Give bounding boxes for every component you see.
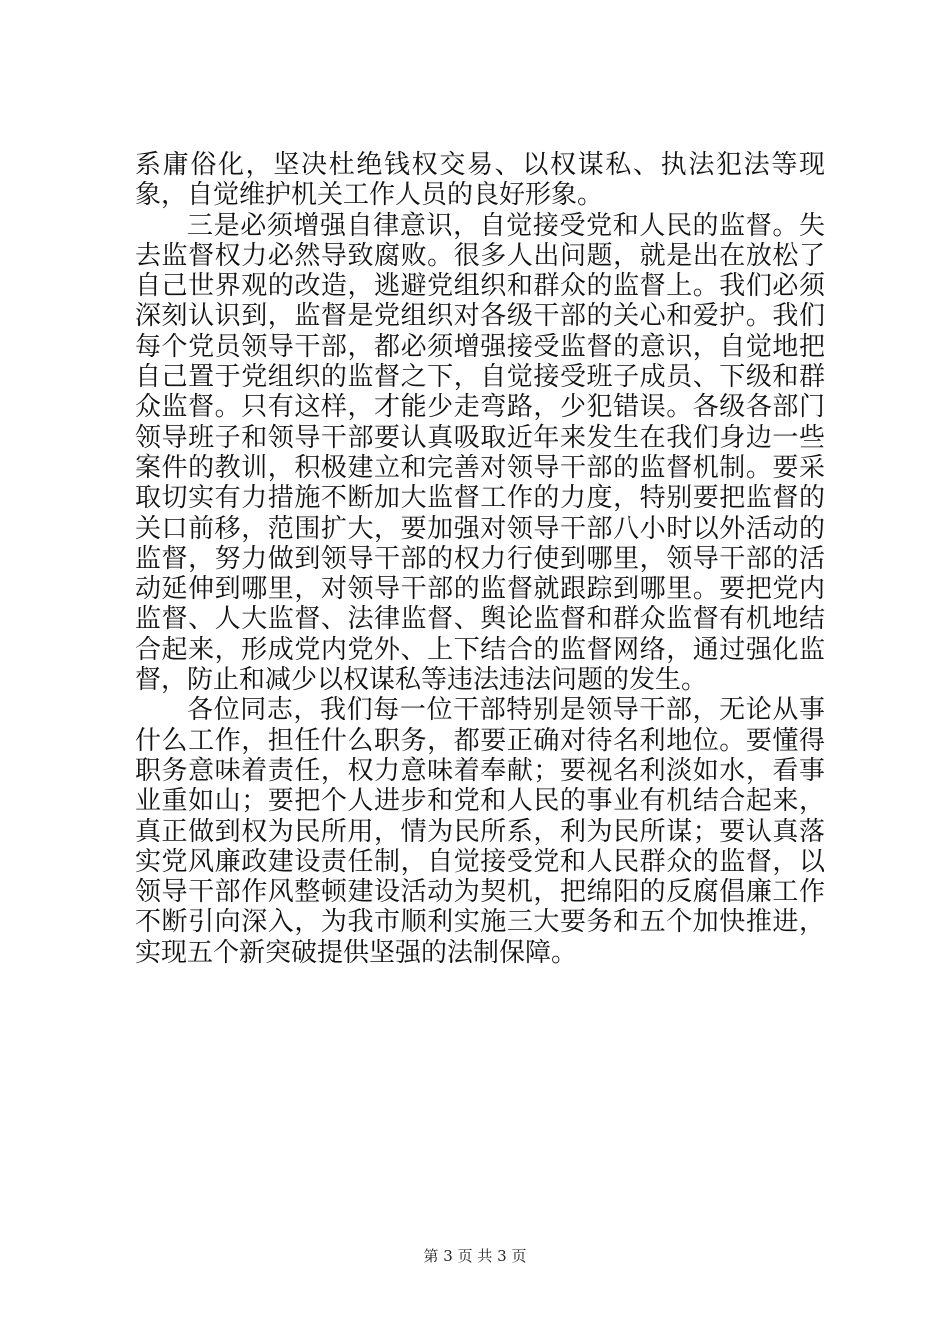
- paragraph-3: 各位同志，我们每一位干部特别是领导干部，无论从事什么工作，担任什么职务，都要正确对待名利地位。要懂得职务意味着责任，权力意味着奉献；要视名利淡如水，看事业重如山；要把个人进步和党和人民的事业有机结合起来，真正做到权为民所用，情为民所系，利为民所谋；要认真落实党风廉政建设责任制，自觉接受党和人民群众的监督，以领导干部作风整顿建设活动为契机，把绵阳的反腐倡廉工作不断引向深入，为我市顺利实施三大要务和五个加快推进，实现五个新突破提供坚强的法制保障。: [135, 695, 825, 968]
- paragraph-2: 三是必须增强自律意识，自觉接受党和人民的监督。失去监督权力必然导致腐败。很多人出问题，就是出在放松了自己世界观的改造，逃避党组织和群众的监督上。我们必须深刻认识到，监督是党组织对各级干部的关心和爱护。我们每个党员领导干部，都必须增强接受监督的意识，自觉地把自己置于党组织的监督之下，自觉接受班子成员、下级和群众监督。只有这样，才能少走弯路，少犯错误。各级各部门领导班子和领导干部要认真吸取近年来发生在我们身边一些案件的教训，积极建立和完善对领导干部的监督机制。要采取切实有力措施不断加大监督工作的力度，特别要把监督的关口前移，范围扩大，要加强对领导干部八小时以外活动的监督，努力做到领导干部的权力行使到哪里，领导干部的活动延伸到哪里，对领导干部的监督就跟踪到哪里。要把党内监督、人大监督、法律监督、舆论监督和群众监督有机地结合起来，形成党内党外、上下结合的监督网络，通过强化监督，防止和减少以权谋私等违法违法问题的发生。: [135, 210, 825, 696]
- page-number-footer: 第 3 页 共 3 页: [423, 1247, 527, 1265]
- document-body: [135, 150, 825, 968]
- paragraph-1: 系庸俗化，坚决杜绝钱权交易、以权谋私、执法犯法等现象，自觉维护机关工作人员的良好形象。: [135, 150, 825, 211]
